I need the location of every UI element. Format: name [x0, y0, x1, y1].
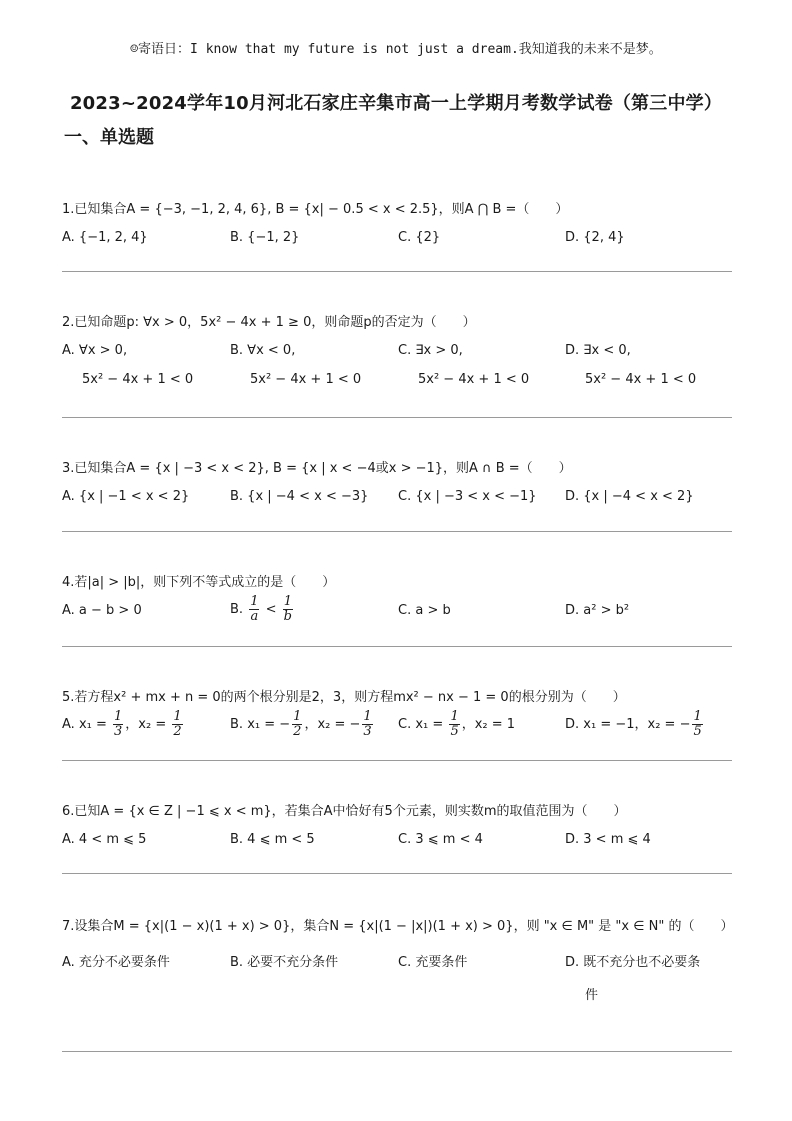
divider: [62, 531, 732, 532]
divider: [62, 646, 732, 647]
option-a[interactable]: A. 充分不必要条件: [62, 955, 170, 970]
question-stem: 2.已知命题p: ∀x > 0，5x² − 4x + 1 ≥ 0，则命题p的否定为（ ）: [62, 315, 476, 330]
option-a[interactable]: A. {−1, 2, 4}: [62, 230, 148, 245]
option-label: C. ∃x > 0,: [398, 343, 463, 358]
option-d[interactable]: D. {x | −4 < x < 2}: [565, 489, 694, 504]
question-3: [62, 459, 732, 529]
question-4: [62, 573, 732, 643]
divider: [62, 1051, 732, 1052]
option-a[interactable]: [62, 343, 222, 387]
divider: [62, 417, 732, 418]
option-row: [62, 343, 732, 399]
option-c[interactable]: C. a > b: [398, 603, 451, 618]
option-label: D. ∃x < 0,: [565, 343, 631, 358]
option-b[interactable]: [230, 343, 390, 387]
option-wrap: 件: [585, 988, 599, 1003]
option-row: [62, 951, 732, 1011]
fraction: $\frac{1}{3}$: [363, 709, 372, 739]
motto-line: ☺寄语日：I know that my future is not just a dream.我知道我的未来不是梦。: [130, 42, 662, 57]
option-label: D. 既不充分也不必要条: [565, 955, 701, 970]
section-heading: 一、单选题: [64, 127, 154, 148]
question-6: [62, 802, 732, 872]
root-1: x₁ = −: [247, 717, 291, 732]
option-a[interactable]: [62, 710, 227, 739]
question-stem: 5.若方程x² + mx + n = 0的两个根分别是2，3，则方程mx² − nx − 1 = 0的根分别为（ ）: [62, 690, 626, 705]
root-1: x₁ =: [78, 717, 107, 732]
root-2: ，x₂ =: [125, 717, 167, 732]
option-d[interactable]: [565, 710, 730, 739]
option-c[interactable]: C. {2}: [398, 230, 441, 245]
question-stem: 4.若|a| > |b|，则下列不等式成立的是（ ）: [62, 575, 336, 590]
option-b[interactable]: B. {x | −4 < x < −3}: [230, 489, 369, 504]
fraction: $\frac{1}{2}$: [173, 709, 182, 739]
divider: [62, 760, 732, 761]
option-b[interactable]: B. 必要不充分条件: [230, 955, 339, 970]
option-row: [62, 709, 732, 758]
option-label: A. ∀x > 0,: [62, 343, 128, 358]
option-c[interactable]: [398, 343, 558, 387]
fraction: $\frac{1}{5}$: [450, 709, 459, 739]
fraction: $\frac{1}{b}$: [283, 594, 292, 624]
option-c[interactable]: C. 充要条件: [398, 955, 468, 970]
question-5: [62, 688, 732, 758]
root-2: ，x₂ = 1: [461, 717, 516, 732]
question-stem: 7.设集合M = {x|(1 − x)(1 + x) > 0}，集合N = {x|(1 − |x|)(1 + x) > 0}，则 "x ∈ M" 是 "x ∈ N" 的（ ）: [62, 919, 734, 934]
fraction: $\frac{1}{2}$: [293, 709, 302, 739]
exam-title: 2023~2024学年10月河北石家庄辛集市高一上学期月考数学试卷（第三中学）: [69, 93, 723, 114]
divider: [62, 271, 732, 272]
option-d[interactable]: D. a² > b²: [565, 603, 630, 618]
option-inequality: 5x² − 4x + 1 < 0: [585, 372, 697, 387]
fraction: $\frac{1}{3}$: [114, 709, 123, 739]
question-stem: 6.已知A = {x ∈ Z | −1 ⩽ x < m}，若集合A中恰好有5个元素，则实数m的取值范围为（ ）: [62, 804, 627, 819]
question-stem: 1.已知集合A = {−3, −1, 2, 4, 6}, B = {x| − 0.5 < x < 2.5}，则A ⋂ B =（ ）: [62, 202, 569, 217]
option-d[interactable]: [565, 343, 725, 387]
option-label: B.: [230, 602, 244, 617]
fraction: $\frac{1}{a}$: [250, 594, 259, 624]
option-inequality: 5x² − 4x + 1 < 0: [82, 372, 194, 387]
option-row: [62, 230, 732, 270]
option-b[interactable]: B. {−1, 2}: [230, 230, 300, 245]
option-b[interactable]: [230, 595, 390, 624]
root-2: ，x₂ = −: [304, 717, 361, 732]
option-a[interactable]: A. a − b > 0: [62, 603, 142, 618]
question-2: [62, 313, 732, 399]
option-c[interactable]: C. 3 ⩽ m < 4: [398, 832, 483, 847]
roots: x₁ = −1，x₂ = −: [583, 717, 691, 732]
option-row: [62, 594, 732, 643]
option-d[interactable]: [565, 951, 735, 1003]
divider: [62, 873, 732, 874]
option-c[interactable]: [398, 710, 558, 739]
question-1: [62, 200, 732, 270]
fraction: $\frac{1}{5}$: [693, 709, 702, 739]
option-b[interactable]: [230, 710, 400, 739]
option-c[interactable]: C. {x | −3 < x < −1}: [398, 489, 537, 504]
question-7: [62, 911, 732, 1011]
option-a[interactable]: A. {x | −1 < x < 2}: [62, 489, 190, 504]
question-stem: 3.已知集合A = {x | −3 < x < 2}, B = {x | x < −4或x > −1}，则A ∩ B =（ ）: [62, 461, 572, 476]
option-inequality: 5x² − 4x + 1 < 0: [250, 372, 362, 387]
relation: <: [265, 602, 277, 617]
option-label: C.: [398, 717, 412, 732]
option-b[interactable]: B. 4 ⩽ m < 5: [230, 832, 315, 847]
option-label: B. ∀x < 0,: [230, 343, 296, 358]
option-label: D.: [565, 717, 580, 732]
option-d[interactable]: D. {2, 4}: [565, 230, 625, 245]
option-inequality: 5x² − 4x + 1 < 0: [418, 372, 530, 387]
root-1: x₁ =: [415, 717, 444, 732]
option-label: A.: [62, 717, 75, 732]
option-row: [62, 489, 732, 529]
option-row: [62, 832, 732, 872]
option-a[interactable]: A. 4 < m ⩽ 5: [62, 832, 147, 847]
option-label: B.: [230, 717, 244, 732]
option-d[interactable]: D. 3 < m ⩽ 4: [565, 832, 651, 847]
